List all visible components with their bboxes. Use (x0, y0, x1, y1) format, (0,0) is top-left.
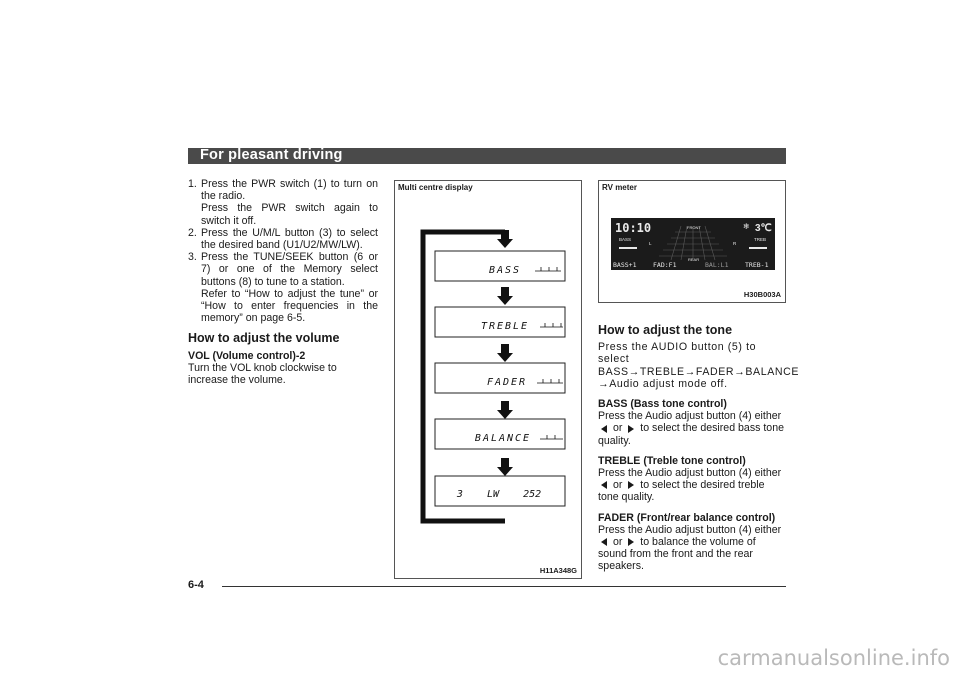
or-word: or (612, 536, 623, 549)
left-triangle-icon (601, 481, 607, 489)
right-triangle-icon (628, 425, 634, 433)
treble-text-post: to select the desired treble tone quality. (598, 479, 765, 504)
vol-text: Turn the VOL knob clockwise to increase the volume. (188, 361, 337, 387)
rv-treb-label: TREB (754, 237, 767, 242)
fader-heading: FADER (Front/rear balance control) (598, 511, 776, 524)
lcd-display-fader (435, 363, 565, 393)
step-text: Press the U/M/L button (3) to select the desired band (U1/U2/MW/LW). (201, 226, 378, 252)
snow-icon: ❄ (743, 222, 750, 231)
bass-level-bar (619, 247, 637, 249)
treb-level-bar (749, 247, 767, 249)
step-3 (188, 251, 378, 324)
or-word: or (612, 479, 623, 492)
left-column (188, 178, 378, 386)
figure-caption: Multi centre display (398, 183, 473, 192)
rv-bass-value: BASS+1 (613, 261, 637, 269)
lcd-text: TREBLE (480, 321, 530, 332)
arrow-down-icon (497, 458, 513, 476)
rv-l-label: L (649, 241, 652, 246)
fader-text-post: to balance the volume of sound from the front and the rear speakers. (598, 536, 756, 573)
footer-divider (222, 586, 786, 587)
step-text: Press the TUNE/SEEK button (6 or 7) or one of the Memory select buttons (8) to tune to a station. (201, 251, 378, 288)
lcd-display-bass (435, 251, 565, 281)
bass-text (598, 410, 787, 447)
step-text: Press the PWR switch again to switch it off. (201, 202, 378, 227)
arrow-down-icon (497, 401, 513, 419)
bass-block (598, 398, 787, 447)
rv-rear-label: REAR (688, 257, 700, 262)
watermark: carmanualsonline.info (717, 646, 950, 670)
rv-bal-value: BAL:L1 (705, 261, 729, 269)
figure-code: H11A348G (539, 566, 577, 575)
left-triangle-icon (601, 425, 607, 433)
rv-r-label: R (733, 241, 737, 246)
lcd-text: 3 LW 252 (456, 489, 542, 500)
fader-block (598, 512, 787, 573)
fader-text-pre: Press the Audio adjust button (4) either (598, 523, 782, 536)
rv-meter-figure (598, 180, 786, 303)
rv-front-label: FRONT (687, 225, 701, 230)
right-triangle-icon (628, 481, 634, 489)
lcd-text: BALANCE (474, 433, 532, 444)
multi-centre-display-figure (394, 180, 582, 579)
right-triangle-icon (628, 538, 634, 546)
volume-heading: How to adjust the volume (188, 331, 340, 346)
lcd-display-balance (435, 419, 565, 449)
step-text: Refer to “How to adjust the tune” or “How to enter frequencies in the memory” on page 6-5. (201, 287, 378, 325)
step-number: 2. (188, 226, 197, 239)
lcd-display-radio (435, 476, 565, 506)
page-number: 6-4 (188, 579, 204, 591)
rv-time: 10:10 (615, 221, 652, 235)
rv-temp: 3℃ (755, 223, 772, 234)
section-title: For pleasant driving (200, 147, 343, 163)
tone-heading: How to adjust the tone (598, 323, 733, 337)
treble-block (598, 455, 787, 504)
fader-text (598, 524, 787, 573)
figure-caption: RV meter (602, 183, 637, 192)
left-triangle-icon (601, 538, 607, 546)
step-text: Press the PWR switch (1) to turn on the radio. (201, 178, 378, 203)
bass-text-pre: Press the Audio adjust button (4) either (598, 410, 782, 423)
lcd-text: FADER (486, 377, 528, 388)
bass-heading: BASS (Bass tone control) (598, 398, 727, 411)
treble-heading: TREBLE (Treble tone control) (598, 454, 746, 467)
arrow-down-icon (497, 287, 513, 305)
or-word: or (612, 422, 623, 435)
rv-fad-value: FAD:F1 (653, 261, 677, 269)
bass-text-post: to select the desired bass tone quality. (598, 422, 784, 447)
treble-text-pre: Press the Audio adjust button (4) either (598, 467, 782, 480)
step-1 (188, 178, 378, 227)
rv-treb-value: TREB-1 (745, 261, 769, 269)
vol-subheading: VOL (Volume control)-2 (188, 349, 306, 362)
right-column (598, 323, 800, 573)
rv-meter-display (599, 181, 785, 302)
section-header-bar (188, 148, 786, 164)
tone-intro: Press the AUDIO button (5) to select BASS→TREBLE→FADER→BALANCE →Audio adjust mode off. (598, 341, 800, 390)
step-number: 3. (188, 251, 197, 264)
lcd-display-treble (435, 307, 565, 337)
radio-steps-list (188, 178, 378, 324)
mode-cycle-diagram (395, 181, 581, 578)
step-2 (188, 227, 378, 251)
step-number: 1. (188, 178, 197, 190)
treble-text (598, 467, 787, 504)
arrow-down-icon (497, 344, 513, 362)
figure-code: H30B003A (743, 290, 781, 299)
lcd-text: BASS (488, 265, 522, 276)
rv-bass-label: BASS (619, 237, 632, 242)
